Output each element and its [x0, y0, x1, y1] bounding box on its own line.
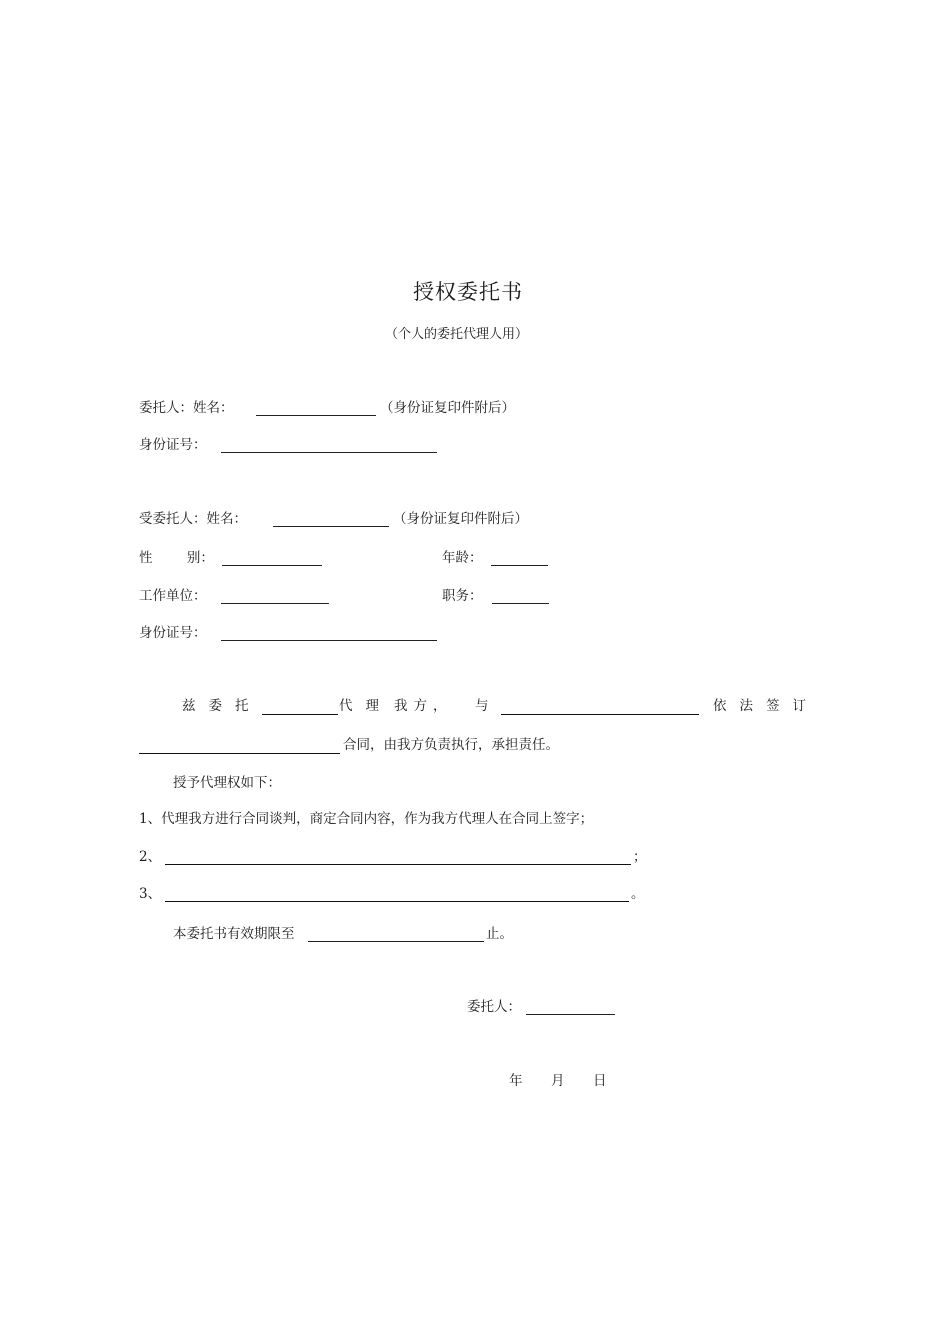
grant-item-3-field[interactable]: [165, 901, 629, 902]
grant-item-3-prefix: 3、: [139, 886, 162, 902]
document-subtitle: （个人的委托代理人用）: [385, 327, 529, 342]
body-agent-field[interactable]: [262, 714, 338, 715]
body-responsibility-text: 合同，由我方负责执行，承担责任。: [343, 737, 559, 753]
date-month: 月: [551, 1073, 565, 1089]
agent-name-label: 受委托人：姓名：: [139, 511, 247, 527]
principal-id-field[interactable]: [221, 452, 437, 453]
agent-position-field[interactable]: [492, 603, 549, 604]
body-with-text: 与: [475, 698, 489, 714]
grant-item-2-suffix: ；: [633, 849, 647, 865]
agent-id-note: （身份证复印件附后）: [393, 511, 528, 527]
body-party-field[interactable]: [501, 714, 699, 715]
grant-item-1: 1、代理我方进行合同谈判，商定合同内容，作为我方代理人在合同上签字；: [139, 811, 594, 827]
body-represent-text: 代理: [339, 698, 392, 714]
body-entrust-text: 兹委托: [182, 698, 262, 714]
agent-id-label: 身份证号：: [139, 625, 207, 641]
agent-id-field[interactable]: [221, 640, 437, 641]
document-title: 授权委托书: [413, 280, 523, 304]
agent-age-field[interactable]: [491, 565, 548, 566]
grant-item-2-field[interactable]: [165, 864, 631, 865]
agent-work-field[interactable]: [221, 603, 329, 604]
grant-item-2-prefix: 2、: [139, 849, 162, 865]
agent-position-label: 职务：: [442, 588, 483, 604]
principal-name-field[interactable]: [256, 415, 376, 416]
body-sign-text: 依法签订: [713, 698, 819, 714]
date-day: 日: [593, 1073, 607, 1089]
agent-gender-label: 性 别：: [139, 550, 214, 566]
principal-name-label: 委托人：姓名：: [139, 400, 234, 416]
grant-heading: 授予代理权如下：: [173, 775, 281, 791]
principal-id-note: （身份证复印件附后）: [380, 400, 515, 416]
signature-principal-label: 委托人：: [467, 999, 521, 1015]
agent-work-label: 工作单位：: [139, 588, 207, 604]
validity-suffix: 止。: [486, 926, 513, 942]
validity-date-field[interactable]: [308, 941, 484, 942]
validity-prefix: 本委托书有效期限至: [173, 926, 295, 942]
agent-gender-field[interactable]: [222, 565, 322, 566]
date-year: 年: [509, 1073, 523, 1089]
principal-id-label: 身份证号：: [139, 437, 207, 453]
agent-name-field[interactable]: [273, 526, 389, 527]
signature-principal-field[interactable]: [526, 1014, 615, 1015]
body-ourside-text: 我方，: [394, 698, 453, 714]
grant-item-3-suffix: 。: [631, 886, 645, 902]
agent-age-label: 年龄：: [442, 550, 483, 566]
body-contract-field[interactable]: [139, 753, 340, 754]
